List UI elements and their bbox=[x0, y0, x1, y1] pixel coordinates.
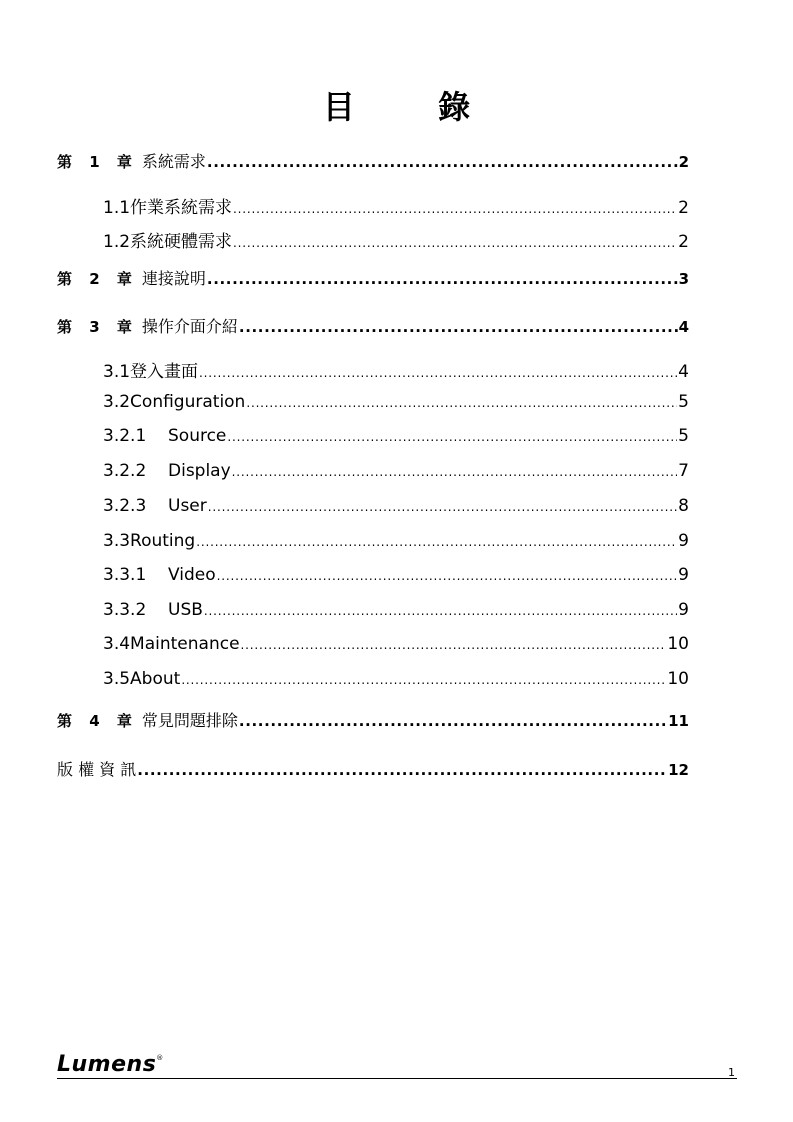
toc-section-number: 3.2 bbox=[103, 392, 131, 412]
toc-dot-leader bbox=[204, 600, 677, 620]
toc-section-number: 3.5 bbox=[103, 669, 131, 689]
toc-entry-title: Maintenance bbox=[130, 634, 240, 654]
toc-page-number: 3 bbox=[678, 270, 689, 288]
toc-dot-leader bbox=[246, 392, 677, 412]
toc-entry-title: 登入畫面 bbox=[130, 362, 199, 382]
toc-dot-leader bbox=[241, 634, 667, 654]
toc-page-number: 5 bbox=[678, 392, 689, 412]
toc-dot-leader bbox=[207, 270, 678, 288]
toc-section-number: 3.3 bbox=[103, 531, 131, 551]
toc-entry-copyright[interactable] bbox=[57, 757, 689, 781]
toc-page-number: 4 bbox=[678, 318, 689, 336]
toc-entry-title: Routing bbox=[130, 531, 196, 551]
toc-page-number: 9 bbox=[678, 600, 689, 620]
toc-dot-leader bbox=[137, 761, 667, 779]
toc-page-number: 4 bbox=[678, 362, 689, 382]
toc-chapter-prefix: 第 2 章 bbox=[57, 270, 138, 288]
toc-entry-title: USB bbox=[168, 600, 203, 620]
toc-entry-3-4[interactable] bbox=[103, 634, 689, 658]
toc-section-number: 3.4 bbox=[103, 634, 131, 654]
toc-dot-leader bbox=[181, 669, 666, 689]
toc-entry-chapter-3[interactable] bbox=[57, 314, 689, 338]
toc-dot-leader bbox=[207, 153, 678, 171]
page-number: 1 bbox=[728, 1066, 735, 1079]
toc-entry-3-1[interactable] bbox=[103, 357, 689, 381]
toc-dot-leader bbox=[233, 232, 677, 252]
toc-entry-3-3-2[interactable] bbox=[103, 600, 689, 624]
toc-chapter-prefix: 第 3 章 bbox=[57, 318, 138, 336]
toc-page-number: 10 bbox=[667, 669, 689, 689]
toc-entry-title: 操作介面介紹 bbox=[141, 317, 238, 336]
toc-page-number: 11 bbox=[668, 712, 689, 730]
toc-dot-leader bbox=[199, 362, 677, 382]
toc-entry-title: User bbox=[168, 496, 207, 516]
toc-entry-3-3-1[interactable] bbox=[103, 565, 689, 589]
footer-divider bbox=[57, 1078, 737, 1079]
toc-page-number: 12 bbox=[668, 761, 689, 779]
toc-section-number: 1.1 bbox=[103, 198, 131, 218]
toc-dot-leader bbox=[232, 461, 678, 481]
toc-entry-3-2-1[interactable] bbox=[103, 426, 689, 450]
toc-section-number: 3.2.3 bbox=[103, 496, 147, 516]
toc-dot-leader bbox=[217, 565, 678, 585]
toc-page-number: 5 bbox=[678, 426, 689, 446]
toc-page-number: 9 bbox=[678, 565, 689, 585]
toc-entry-3-3[interactable] bbox=[103, 531, 689, 555]
toc-entry-title: 版 權 資 訊 bbox=[57, 760, 137, 779]
toc-section-number: 3.3.2 bbox=[103, 600, 147, 620]
toc-page-number: 2 bbox=[678, 153, 689, 171]
toc-entry-title: About bbox=[130, 669, 181, 689]
toc-page-number: 2 bbox=[678, 198, 689, 218]
toc-entry-1-2[interactable] bbox=[103, 227, 689, 251]
toc-dot-leader bbox=[239, 712, 667, 730]
toc-entry-chapter-2[interactable] bbox=[57, 266, 689, 290]
toc-entry-chapter-4[interactable] bbox=[57, 708, 689, 732]
toc-entry-3-2-3[interactable] bbox=[103, 496, 689, 520]
toc-section-number: 1.2 bbox=[103, 232, 131, 252]
toc-section-number: 3.2.1 bbox=[103, 426, 147, 446]
toc-entry-title: 系統需求 bbox=[141, 152, 206, 171]
toc-entry-3-2[interactable] bbox=[103, 392, 689, 416]
toc-dot-leader bbox=[227, 426, 677, 446]
toc-entry-1-1[interactable] bbox=[103, 193, 689, 217]
toc-entry-chapter-1[interactable] bbox=[57, 149, 689, 173]
toc-entry-title: 作業系統需求 bbox=[130, 198, 233, 218]
toc-page-number: 2 bbox=[678, 232, 689, 252]
toc-dot-leader bbox=[233, 198, 677, 218]
toc-entry-title: Display bbox=[168, 461, 231, 481]
toc-entry-title: Source bbox=[168, 426, 227, 446]
brand-logo-text: Lumens bbox=[57, 1052, 157, 1077]
toc-section-number: 3.2.2 bbox=[103, 461, 147, 481]
toc-page-number: 9 bbox=[678, 531, 689, 551]
brand-logo bbox=[57, 1052, 164, 1077]
toc-entry-title: 連接說明 bbox=[141, 269, 206, 288]
toc-entry-3-5[interactable] bbox=[103, 669, 689, 693]
toc-section-number: 3.1 bbox=[103, 362, 131, 382]
toc-dot-leader bbox=[196, 531, 677, 551]
toc-entry-title: Configuration bbox=[130, 392, 246, 412]
toc-dot-leader bbox=[239, 318, 678, 336]
toc-chapter-prefix: 第 1 章 bbox=[57, 153, 138, 171]
toc-entry-title: Video bbox=[168, 565, 216, 585]
toc-entry-3-2-2[interactable] bbox=[103, 461, 689, 485]
page-title: 目 錄 bbox=[322, 88, 507, 126]
toc-chapter-prefix: 第 4 章 bbox=[57, 712, 138, 730]
toc-section-number: 3.3.1 bbox=[103, 565, 147, 585]
registered-mark: ® bbox=[156, 1054, 164, 1062]
toc-page-number: 7 bbox=[678, 461, 689, 481]
toc-entry-title: 系統硬體需求 bbox=[130, 232, 233, 252]
toc-entry-title: 常見問題排除 bbox=[141, 711, 238, 730]
toc-dot-leader bbox=[208, 496, 677, 516]
toc-page-number: 8 bbox=[678, 496, 689, 516]
toc-page-number: 10 bbox=[667, 634, 689, 654]
